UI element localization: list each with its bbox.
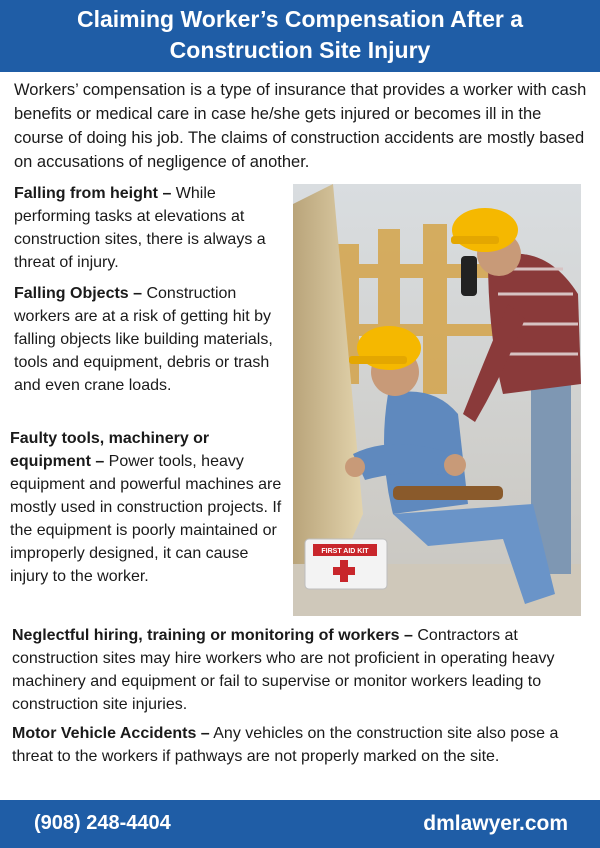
section-heading: Falling from height – [14, 185, 172, 202]
intro-paragraph: Workers’ compensation is a type of insurance that provides a worker with cash benefits or medical care in case he/she gets injured or becomes ill in the course of doing his job. The claims of construction accidents are mostly based on accusations of negligence of another. [14, 81, 587, 171]
section-body: Power tools, heavy equipment and powerful machines are mostly used in construction projects. If the equipment is poorly maintained or improperly designed, it can cause injury to the worker. [10, 453, 282, 585]
page-title [0, 0, 600, 66]
section-heading: Falling Objects – [14, 285, 143, 302]
section-body: Any vehicles on the construction site also pose a threat to the workers if pathways are not properly marked on the site. [12, 725, 559, 765]
footer-phone[interactable]: (908) 248-4404 [34, 812, 171, 834]
section-motor-vehicle [12, 722, 590, 768]
first-aid-kit [305, 539, 387, 589]
section-falling-height [14, 182, 286, 274]
footer-website[interactable]: dmlawyer.com [423, 812, 568, 835]
page-header [0, 0, 600, 72]
section-body: Contractors at construction sites may hire workers who are not proficient in operating heavy machinery and equipment or fail to supervise or monitor workers leading to construction site injuries. [12, 627, 555, 713]
title-line-1: Claiming Worker’s Compensation After a [76, 6, 524, 32]
first-aid-kit-label: FIRST AID KIT [321, 548, 369, 555]
section-heading: Faulty tools, machinery or equipment – [10, 430, 210, 470]
section-body: While performing tasks at elevations at construction sites, there is always a threat of injury. [14, 185, 266, 271]
injured-worker-photo [293, 184, 581, 616]
section-neglectful-hiring [12, 624, 590, 716]
section-heading: Motor Vehicle Accidents – [12, 725, 210, 742]
title-line-2: Construction Site Injury [169, 37, 431, 63]
section-faulty-tools [10, 427, 290, 588]
section-falling-objects [14, 282, 286, 397]
page-footer [0, 800, 600, 848]
section-heading: Neglectful hiring, training or monitoring of workers – [12, 627, 413, 644]
section-body: Construction workers are at a risk of getting hit by falling objects like building materials, tools and equipment, debris or trash and even crane loads. [14, 285, 273, 394]
